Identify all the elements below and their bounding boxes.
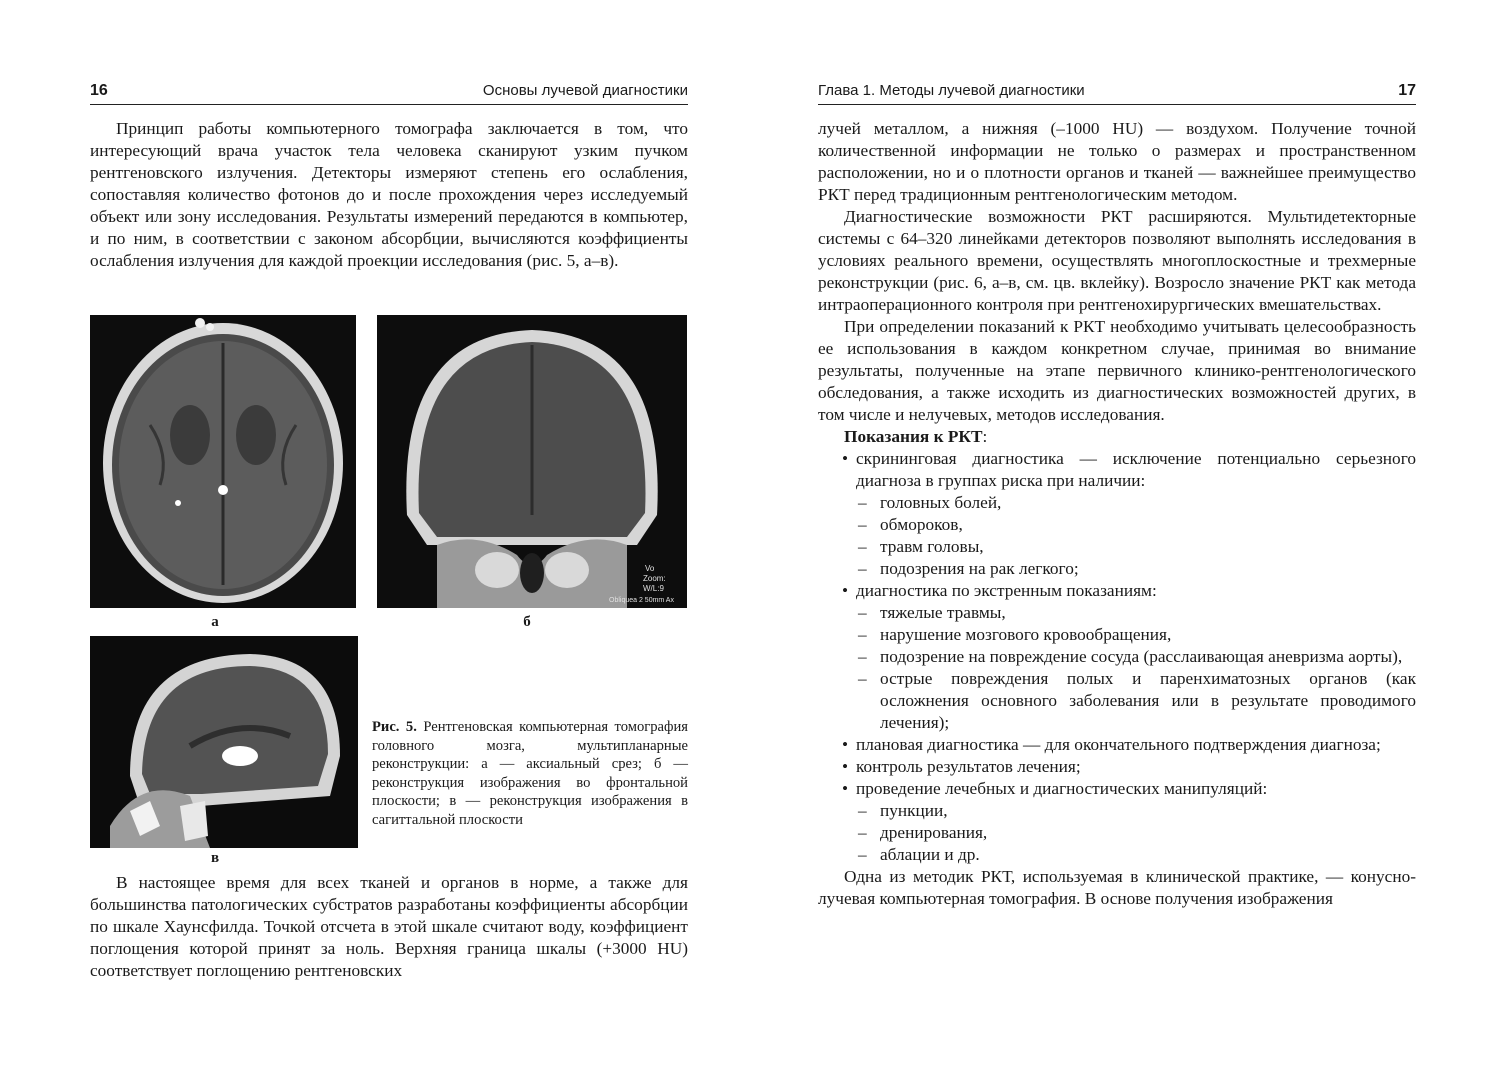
indication-bullet-item: [818, 778, 1416, 800]
bullet-mark: •: [842, 735, 849, 754]
indication-dash-item: [818, 624, 1416, 646]
ct-coronal-svg: [377, 315, 687, 608]
running-head: Основы лучевой диагностики: [482, 82, 688, 99]
figure-label-v: в: [210, 850, 220, 866]
indication-dash-item: [818, 668, 1416, 734]
indication-dash-item: [818, 800, 1416, 822]
indication-dash-item: [818, 844, 1416, 866]
dash-mark: –: [858, 537, 867, 556]
indication-text: проведение лечебных и диагностических манипуляций:: [856, 779, 1268, 798]
indication-dash-item: [818, 492, 1416, 514]
caption-text: Рентгеновская компьютерная томография головного мозга, мультипланарные реконструкции: а — аксиальный срез; б — реконструкция изображения во фронтальной плоскости; в — реконструкция изображения в сагиттальной плоскости: [372, 719, 688, 828]
dash-mark: –: [858, 559, 867, 578]
indication-dash-item: [818, 602, 1416, 624]
indication-text: травм головы,: [880, 537, 984, 556]
indications-colon: :: [982, 427, 988, 446]
page-number: 17: [1398, 82, 1416, 99]
right-text-block: [818, 118, 1416, 910]
figure-label-a: а: [211, 614, 219, 630]
indication-text: нарушение мозгового кровообращения,: [880, 625, 1172, 644]
indication-bullet-item: [818, 734, 1416, 756]
figure-label-b: б: [523, 614, 531, 630]
left-page-header: [90, 74, 688, 105]
indication-text: тяжелые травмы,: [880, 603, 1006, 622]
paragraph-1: лучей металлом, а нижняя (–1000 HU) — воздухом. Получение точной количественной информации не только о размерах и пространственном расположении, но и о плотности органов и тканей — важнейшее преимущество РКТ перед традиционным рентгенологическим методом.: [818, 119, 1416, 204]
indication-bullet-item: [818, 756, 1416, 778]
dash-mark: –: [858, 603, 867, 622]
indication-text: дренирования,: [880, 823, 988, 842]
ct-overlay-4: Obliquea 2 50mm Ax: [609, 597, 674, 604]
indication-text: головных болей,: [880, 493, 1002, 512]
indications-title: Показания к РКТ: [844, 427, 983, 446]
right-page-header: [818, 74, 1416, 105]
ct-sagittal-svg: [90, 636, 358, 848]
dash-mark: –: [858, 669, 867, 688]
indication-bullet-item: [818, 448, 1416, 492]
paragraph-3: При определении показаний к РКТ необходимо учитывать целесообразность ее использования в каждом конкретном случае, принимая во внимание результаты, полученные на этапе первичного клинико-рентгенологического обследования, а также исходить из диагностических возможностей других, в том числе и нелучевых, методов исследования.: [818, 317, 1416, 424]
ct-image-axial: [90, 315, 356, 608]
indication-dash-item: [818, 536, 1416, 558]
bullet-mark: •: [842, 779, 849, 798]
figure-caption: [372, 718, 688, 830]
indication-text: острые повреждения полых и паренхиматозных органов (как осложнения основного заболевания или в результате проводимого лечения);: [880, 669, 1416, 732]
indication-dash-item: [818, 822, 1416, 844]
running-head: Глава 1. Методы лучевой диагностики: [818, 82, 1085, 99]
intro-paragraph: Принцип работы компьютерного томографа заключается в том, что интересующий врача участок тела человека сканируют узким пучком рентгеновского излучения. Детекторы измеряют степень его ослабления, сопоставляя количество фотонов до и после прохождения через исследуемый объект или зону исследования. Результаты измерений передаются в компьютер, и по ним, в соответствии с законом абсорбции, вычисляются коэффициенты ослабления излучения для каждой проекции исследования (рис. 5, а–в).: [90, 119, 688, 270]
dash-mark: –: [858, 845, 867, 864]
right-page: [745, 0, 1500, 1072]
indications-list: [818, 448, 1416, 866]
indication-text: пункции,: [880, 801, 948, 820]
indication-text: аблации и др.: [880, 845, 980, 864]
bullet-mark: •: [842, 581, 849, 600]
ct-overlay-2: Zoom:: [643, 574, 666, 583]
ct-overlay-3: W/L:9: [643, 584, 664, 593]
ct-axial-svg: [90, 315, 356, 608]
dash-mark: –: [858, 493, 867, 512]
dash-mark: –: [858, 647, 867, 666]
final-paragraph: Одна из методик РКТ, используемая в клинической практике, — конусно-лучевая компьютерная томография. В основе получения изображения: [818, 867, 1416, 908]
ct-image-sagittal: [90, 636, 358, 848]
bullet-mark: •: [842, 449, 849, 468]
paragraph-2: Диагностические возможности РКТ расширяются. Мультидетекторные системы с 64–320 линейками детекторов позволяют выполнять исследования в условиях реального времени, осуществлять многоплоскостные и трехмерные реконструкции (рис. 6, а–в, см. цв. вклейку). Возросло значение РКТ как метода интраоперационного контроля при рентгенохирургических вмешательствах.: [818, 207, 1416, 314]
left-page: [0, 0, 745, 1072]
indication-dash-item: [818, 514, 1416, 536]
indication-text: скрининговая диагностика — исключение потенциально серьезного диагноза в группах риска при наличии:: [856, 449, 1416, 490]
indication-bullet-item: [818, 580, 1416, 602]
indications-heading: [818, 426, 1416, 448]
indication-text: подозрение на повреждение сосуда (расслаивающая аневризма аорты),: [880, 647, 1403, 666]
ct-overlay-1: Vo: [645, 564, 655, 573]
indication-text: плановая диагностика — для окончательного подтверждения диагноза;: [856, 735, 1381, 754]
dash-mark: –: [858, 515, 867, 534]
indication-dash-item: [818, 558, 1416, 580]
dash-mark: –: [858, 823, 867, 842]
intro-text-block: [90, 118, 688, 272]
indication-text: диагностика по экстренным показаниям:: [856, 581, 1157, 600]
closing-text-block: [90, 872, 688, 982]
dash-mark: –: [858, 801, 867, 820]
indication-text: обмороков,: [880, 515, 963, 534]
dash-mark: –: [858, 625, 867, 644]
indication-text: подозрения на рак легкого;: [880, 559, 1079, 578]
indication-dash-item: [818, 646, 1416, 668]
caption-lead: Рис. 5.: [372, 719, 417, 735]
closing-paragraph: В настоящее время для всех тканей и органов в норме, а также для большинства патологических субстратов разработаны коэффициенты абсорбции по шкале Хаунсфилда. Точкой отсчета в этой шкале считают воду, коэффициент поглощения которой принят за ноль. Верхняя граница шкалы (+3000 HU) соответствует поглощению рентгеновских: [90, 873, 688, 980]
ct-image-coronal: [377, 315, 687, 608]
indication-text: контроль результатов лечения;: [856, 757, 1081, 776]
page-number: 16: [90, 82, 108, 99]
bullet-mark: •: [842, 757, 849, 776]
